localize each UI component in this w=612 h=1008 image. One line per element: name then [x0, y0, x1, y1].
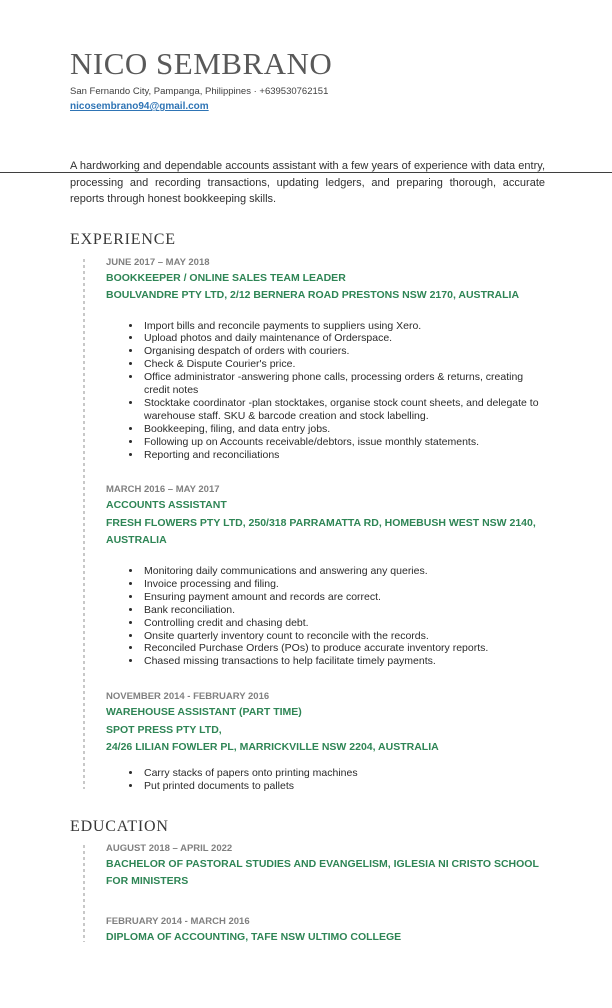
job-company: SPOT PRESS PTY LTD, [106, 723, 222, 736]
job-bullet-list [106, 767, 545, 793]
education-dates: FEBRUARY 2014 - MARCH 2016 [106, 915, 250, 927]
job-title: WAREHOUSE ASSISTANT (PART TIME) [106, 706, 302, 719]
job-bullet: • Onsite quarterly inventory count to reconcile with the records. [142, 630, 545, 643]
job-bullet: • Office administrator -answering phone calls, processing orders & returns, creating credit notes [142, 371, 545, 397]
job-bullet: • Put printed documents to pallets [142, 780, 545, 793]
job-bullet: • Monitoring daily communications and answering any queries. [142, 565, 545, 578]
education-degree: DIPLOMA OF ACCOUNTING, TAFE NSW ULTIMO COLLEGE [106, 930, 402, 943]
section-title-education: EDUCATION [70, 817, 169, 835]
email-row [70, 100, 612, 113]
job-company: BOULVANDRE PTY LTD, 2/12 BERNERA ROAD PRESTONS NSW 2170, AUSTRALIA [106, 289, 520, 301]
job-bullet: • Controlling credit and chasing debt. [142, 617, 545, 630]
job-company-address: 24/26 LILIAN FOWLER PL, MARRICKVILLE NSW 2204, AUSTRALIA [106, 741, 439, 754]
section-title-experience: EXPERIENCE [70, 230, 176, 248]
job-bullet: • Reconciled Purchase Orders (POs) to produce accurate inventory reports. [142, 642, 545, 655]
job-dates: JUNE 2017 – MAY 2018 [106, 256, 210, 268]
job-bullet: • Check & Dispute Courier's price. [142, 358, 545, 371]
job-bullet: • Reporting and reconciliations [142, 449, 545, 462]
experience-entries [83, 256, 545, 793]
job-bullet: • Chased missing transactions to help facilitate timely payments. [142, 655, 545, 668]
job-bullet: • Import bills and reconcile payments to suppliers using Xero. [142, 320, 545, 333]
education-entries [83, 842, 545, 947]
job-entry [106, 483, 545, 668]
job-bullet: • Invoice processing and filing. [142, 578, 545, 591]
job-dates: NOVEMBER 2014 - FEBRUARY 2016 [106, 691, 270, 703]
job-bullet: • Upload photos and daily maintenance of Orderspace. [142, 332, 545, 345]
person-name: NICO SEMBRANO [70, 46, 333, 81]
email-link[interactable]: nicosembrano94@gmail.com [70, 101, 209, 112]
job-bullet: • Stocktake coordinator -plan stocktakes, organise stock count sheets, and delegate to warehouse staff. SKU & barcode creation and stock labelling. [142, 397, 545, 423]
job-bullet-list [106, 565, 545, 668]
job-bullet: • Organising despatch of orders with couriers. [142, 345, 545, 358]
job-company: FRESH FLOWERS PTY LTD, 250/318 PARRAMATTA RD, HOMEBUSH WEST NSW 2140, AUSTRALIA [106, 516, 536, 547]
job-title: ACCOUNTS ASSISTANT [106, 499, 227, 512]
job-bullet: • Carry stacks of papers onto printing machines [142, 767, 545, 780]
contact-info: San Fernando City, Pampanga, Philippines · +639530762151 [70, 86, 329, 97]
job-bullet: • Bank reconciliation. [142, 604, 545, 617]
education-entry [106, 842, 545, 891]
horizontal-divider [0, 172, 612, 173]
summary-paragraph: A hardworking and dependable accounts assistant with a few years of experience with data entry, processing and recording transactions, updating ledgers, and preparing thorough, accurate reports through honest bookkeeping skills. [70, 160, 545, 205]
job-bullet-list [106, 320, 545, 462]
education-degree: BACHELOR OF PASTORAL STUDIES AND EVANGELISM, IGLESIA NI CRISTO SCHOOL FOR MINISTERS [106, 857, 539, 888]
job-entry [106, 690, 545, 792]
job-title: BOOKKEEPER / ONLINE SALES TEAM LEADER [106, 271, 346, 284]
job-bullet: • Following up on Accounts receivable/debtors, issue monthly statements. [142, 436, 545, 449]
education-entry [106, 915, 545, 947]
job-dates: MARCH 2016 – MAY 2017 [106, 484, 220, 496]
education-dates: AUGUST 2018 – APRIL 2022 [106, 842, 233, 854]
job-bullet: • Bookkeeping, filing, and data entry jobs. [142, 423, 545, 436]
job-bullet: • Ensuring payment amount and records are correct. [142, 591, 545, 604]
job-entry [106, 256, 545, 462]
